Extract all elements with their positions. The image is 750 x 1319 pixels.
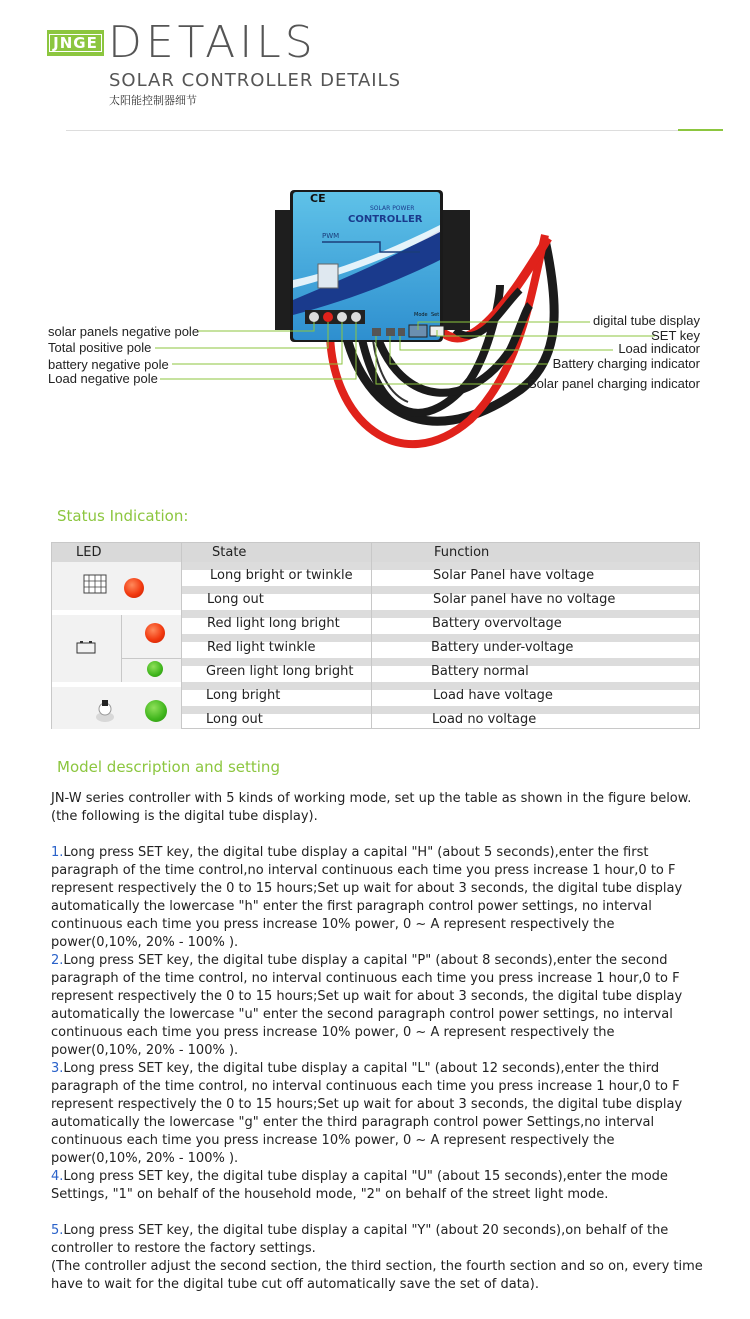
model-footnote: (The controller adjust the second section, the third section, the fourth section and so on, every time have to wait for the digital tube cut off automatically save the set of data). xyxy=(51,1259,703,1292)
state-cell: Long out xyxy=(207,592,264,607)
column-divider xyxy=(121,615,122,682)
product-photo xyxy=(0,180,750,480)
battery-icon xyxy=(76,640,96,654)
mode-text: Long press SET key, the digital tube display a capital "H" (about 5 seconds),enter the first paragraph of the time control,no interval continuous each time you press increase 1 hour,0 to F represent respectively the 0 to 15 hours;Set up wait for about 3 seconds, the digital tube display automatically the lowercase "h" enter the first paragraph control power settings, no interval continuous each time you press increase 10% power, 0 ~ A represent respectively the power(0,10%, 20% - 100% ). xyxy=(51,845,683,950)
callout-battery-negative: battery negative pole xyxy=(48,357,169,372)
callout-digital-tube: digital tube display xyxy=(593,313,700,328)
label-set-key: Set xyxy=(431,312,440,318)
model-intro: JN-W series controller with 5 kinds of working mode, set up the table as shown in the figure below.(the following is the digital tube display). xyxy=(51,791,692,824)
callout-solar-charging: Solar panel charging indicator xyxy=(528,376,700,391)
callout-battery-charging: Battery charging indicator xyxy=(552,356,700,371)
state-cell: Red light twinkle xyxy=(207,640,316,655)
model-section-title: Model description and setting xyxy=(57,758,280,776)
label-controller: CONTROLLER xyxy=(348,214,423,225)
table-header xyxy=(52,543,699,562)
green-led-icon xyxy=(145,700,167,722)
callout-set-key: SET key xyxy=(651,328,700,343)
function-cell: Battery overvoltage xyxy=(432,616,562,631)
label-pwm: PWM xyxy=(322,232,340,240)
callout-load-negative: Load negative pole xyxy=(48,371,158,386)
indicator-window xyxy=(386,328,395,336)
callout-load-indicator: Load indicator xyxy=(618,341,700,356)
mode-text: Long press SET key, the digital tube display a capital "Y" (about 20 seconds),on behalf of the controller to restore the factory settings. xyxy=(51,1223,669,1256)
header-led: LED xyxy=(76,545,102,560)
label-solar-power: SOLAR POWER xyxy=(370,205,415,212)
state-cell: Long out xyxy=(206,712,263,727)
mode-number: 5. xyxy=(51,1223,64,1238)
function-cell: Solar Panel have voltage xyxy=(433,568,595,583)
status-table xyxy=(51,542,700,729)
terminal-battery-negative xyxy=(337,312,347,322)
mode-text: Long press SET key, the digital tube display a capital "U" (about 15 seconds),enter the mode Settings, "1" on behalf of the household mode, "2" on behalf of the street light mode. xyxy=(51,1169,668,1202)
page-subtitle: SOLAR CONTROLLER DETAILS xyxy=(109,70,402,91)
brand-logo xyxy=(47,30,104,56)
function-cell: Load have voltage xyxy=(433,688,553,703)
callout-total-positive: Total positive pole xyxy=(48,340,152,355)
label-mode-key: Mode xyxy=(414,312,428,318)
mode-number: 1. xyxy=(51,845,64,860)
header-divider xyxy=(66,130,678,131)
header-function: Function xyxy=(434,545,490,560)
column-divider xyxy=(371,543,372,729)
mode-number: 3. xyxy=(51,1061,64,1076)
row-divider xyxy=(121,658,181,659)
function-cell: Battery normal xyxy=(431,664,529,679)
terminal-solar-negative xyxy=(309,312,319,322)
state-cell: Red light long bright xyxy=(207,616,340,631)
column-divider xyxy=(181,543,182,729)
function-cell: Battery under-voltage xyxy=(431,640,574,655)
mode-number: 2. xyxy=(51,953,64,968)
green-led-icon xyxy=(147,661,163,677)
mode-item-5 xyxy=(51,1222,706,1258)
led-cell-solar xyxy=(52,562,181,610)
solar-panel-icon xyxy=(83,574,107,594)
terminal-positive xyxy=(323,312,333,322)
mode-text: Long press SET key, the digital tube display a capital "L" (about 12 seconds),enter the third paragraph of the time control, no interval continuous each time you press increase 1 hour,0 to F represent respectively the 0 to 15 hours;Set up wait for about 3 seconds, the digital tube display automatically the lowercase "g" enter the third paragraph control power Settings,no interval continuous each time you press increase 10% power, 0 ~ A represent respectively the power(0,10%, 20% - 100% ). xyxy=(51,1061,683,1166)
mode-item-1 xyxy=(51,844,706,952)
mode-number: 4. xyxy=(51,1169,64,1184)
solar-panel-graphic xyxy=(318,264,338,288)
bulb-icon xyxy=(95,699,115,723)
function-cell: Load no voltage xyxy=(432,712,537,727)
terminal-load-negative xyxy=(351,312,361,322)
mode-item-3 xyxy=(51,1060,706,1168)
state-cell: Green light long bright xyxy=(206,664,354,679)
page-title: DETAILS xyxy=(108,17,317,68)
indicator-window xyxy=(398,328,405,336)
page-subtitle-cn: 太阳能控制器细节 xyxy=(109,94,197,107)
red-led-icon xyxy=(145,623,165,643)
red-led-icon xyxy=(124,578,144,598)
state-cell: Long bright or twinkle xyxy=(210,568,353,583)
ce-mark: CE xyxy=(310,192,326,205)
status-section-title: Status Indication: xyxy=(57,507,189,525)
function-cell: Solar panel have no voltage xyxy=(433,592,616,607)
header-divider-accent xyxy=(678,129,723,131)
mode-item-2 xyxy=(51,952,706,1060)
header-state: State xyxy=(212,545,247,560)
brand-logo-text: JNGE xyxy=(49,34,102,52)
mode-text: Long press SET key, the digital tube display a capital "P" (about 8 seconds),enter the second paragraph of the time control, no interval continuous each time you press increase 1 hour,0 to F represent respectively the 0 to 15 hours;Set up wait for about 3 seconds, the digital tube display automatically the lowercase "u" enter the second paragraph control power settings, no interval continuous each time you press increase 10% power, 0 ~ A represent respectively the power(0,10%, 20% - 100% ). xyxy=(51,953,683,1058)
state-cell: Long bright xyxy=(206,688,281,703)
callout-solar-negative: solar panels negative pole xyxy=(48,324,200,339)
mode-item-4 xyxy=(51,1168,706,1204)
indicator-window xyxy=(372,328,381,336)
